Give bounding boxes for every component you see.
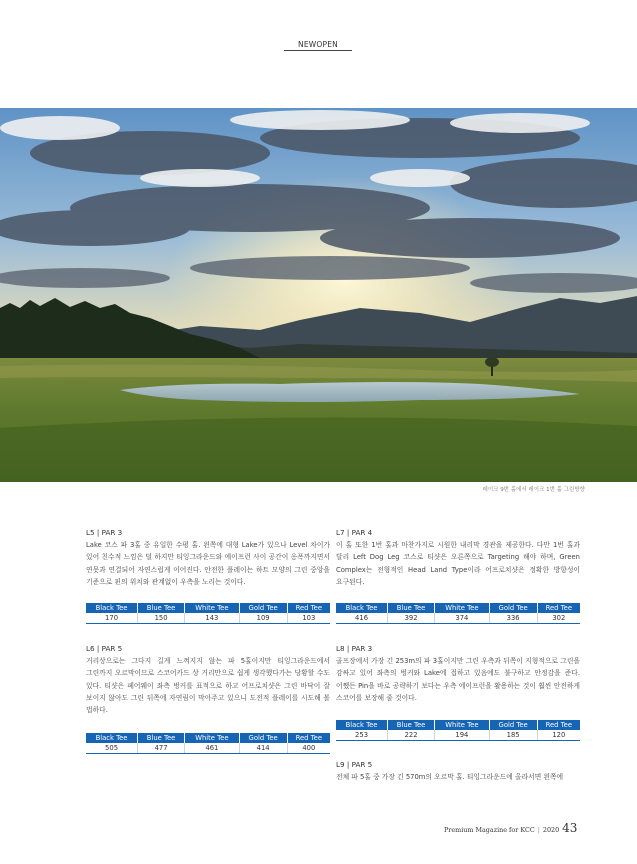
hole-l8-yardage-table [336, 720, 580, 741]
footer-divider: | [537, 826, 540, 834]
hole-l8-description: 골프장에서 가장 긴 253m의 파 3홀이지만 그린 우측과 뒤쪽이 지형적으로 그린을 감싸고 있어 좌측의 벙커와 Lake에 접하고 있음에도 불구하고 안정감을 준다. 어쨌든 Pin을 바로 공략하기 보다는 우측 에이프런을 활용하는 것이 훨씬 안전하게 스코어를 보장해 줄 것이다. [336, 657, 580, 702]
section-tag-underline [284, 50, 352, 51]
hole-l8-section [336, 643, 580, 717]
yardage-cell: 461 [185, 743, 240, 754]
page-footer [444, 817, 578, 835]
yardage-cell: 170 [86, 613, 138, 624]
yardage-cell: 103 [287, 613, 330, 624]
yardage-cell: 185 [489, 730, 537, 741]
hole-l7-title: L7 | PAR 4 [336, 528, 373, 537]
photo-caption: 레이크 9번 홀에서 레이크 1번 홀 그린방향 [482, 487, 585, 493]
hole-l6-description: 거리상으로는 그다지 길게 느껴지지 않는 파 5홀이지만 티잉그라운드에서 그린까지 오르막이므로 스코어카드 상 거리만으로 쉽게 생각했다가는 당황할 수도 있다. 티샷은 페어웨이 좌측 벙커를 표적으로 하고 어프로치샷은 그린 바닥이 잘 보이지 않아도 그린 뒤쪽에 자연림이 막아주고 있으니 도전적 플레이를 시도해 볼 법하다. [86, 657, 330, 715]
hole-l5-yardage-table [86, 603, 330, 624]
page-number: 43 [562, 821, 578, 835]
yardage-cell: 505 [86, 743, 138, 754]
tee-header-black: Black Tee [336, 603, 388, 613]
hole-l7-yardage-table [336, 603, 580, 624]
tee-header-blue: Blue Tee [388, 603, 435, 613]
tee-header-black: Black Tee [86, 733, 138, 743]
tee-header-red: Red Tee [537, 603, 580, 613]
yardage-cell: 392 [388, 613, 435, 624]
yardage-cell: 150 [138, 613, 185, 624]
yardage-cell: 109 [239, 613, 287, 624]
yardage-cell: 302 [537, 613, 580, 624]
tee-header-white: White Tee [185, 603, 240, 613]
tee-header-gold: Gold Tee [239, 733, 287, 743]
hole-l9-description: 전체 파 5홀 중 가장 긴 570m의 오르막 홀. 티잉그라운드에 올라서면 왼쪽에 [336, 773, 564, 781]
tee-header-gold: Gold Tee [489, 603, 537, 613]
yardage-cell: 414 [239, 743, 287, 754]
yardage-cell: 416 [336, 613, 388, 624]
hole-l6-title: L6 | PAR 5 [86, 644, 123, 653]
hole-l9-title: L9 | PAR 5 [336, 760, 373, 769]
tee-header-blue: Blue Tee [388, 720, 435, 730]
yardage-cell: 120 [537, 730, 580, 741]
hole-l6-section [86, 643, 330, 729]
tee-header-red: Red Tee [287, 603, 330, 613]
section-tag: NEWOPEN [298, 40, 338, 49]
hole-l5-section [86, 527, 330, 601]
tee-header-black: Black Tee [336, 720, 388, 730]
hole-l7-description: 이 홀 또한 1번 홀과 마찬가지로 시원한 내리막 경관을 제공한다. 다만 1번 홀과 달리 Left Dog Leg 코스로 티샷은 오른쪽으로 Targeting 해야 하며, Green Complex는 전형적인 Head Land Type이라 어프로치샷은 정확한 방향성이 요구된다. [336, 541, 580, 586]
yardage-cell: 143 [185, 613, 240, 624]
hole-l8-title: L8 | PAR 3 [336, 644, 373, 653]
yardage-cell: 400 [287, 743, 330, 754]
yardage-cell: 253 [336, 730, 388, 741]
tee-header-red: Red Tee [287, 733, 330, 743]
hole-l6-yardage-table [86, 733, 330, 754]
hole-l5-description: Lake 코스 파 3홀 중 유일한 수평 홀. 왼쪽에 대형 Lake가 있으나 Level 차이가 있어 친수적 느낌은 덜 하지만 티잉그라운드와 에이프런 사이 공간이 옹폭까지면서 연못과 연결되어 자연스럽게 이어진다. 안전한 플레이는 하트 모양의 그린 중앙을 기준으로 핀의 위치와 관계없이 우측을 노리는 것이다. [86, 541, 330, 586]
golf-course-landscape-photo [0, 108, 637, 482]
hole-l5-title: L5 | PAR 3 [86, 528, 123, 537]
yardage-cell: 194 [435, 730, 490, 741]
tee-header-white: White Tee [435, 720, 490, 730]
tee-header-white: White Tee [435, 603, 490, 613]
issue-year: 2020 [542, 826, 560, 834]
tee-header-black: Black Tee [86, 603, 138, 613]
tee-header-red: Red Tee [537, 720, 580, 730]
hole-l9-section [336, 759, 580, 784]
yardage-cell: 336 [489, 613, 537, 624]
magazine-name: Premium Magazine for KCC [444, 826, 535, 834]
tee-header-blue: Blue Tee [138, 733, 185, 743]
yardage-cell: 222 [388, 730, 435, 741]
tee-header-gold: Gold Tee [239, 603, 287, 613]
yardage-cell: 477 [138, 743, 185, 754]
tee-header-blue: Blue Tee [138, 603, 185, 613]
hole-l7-section [336, 527, 580, 601]
yardage-cell: 374 [435, 613, 490, 624]
tee-header-white: White Tee [185, 733, 240, 743]
tee-header-gold: Gold Tee [489, 720, 537, 730]
